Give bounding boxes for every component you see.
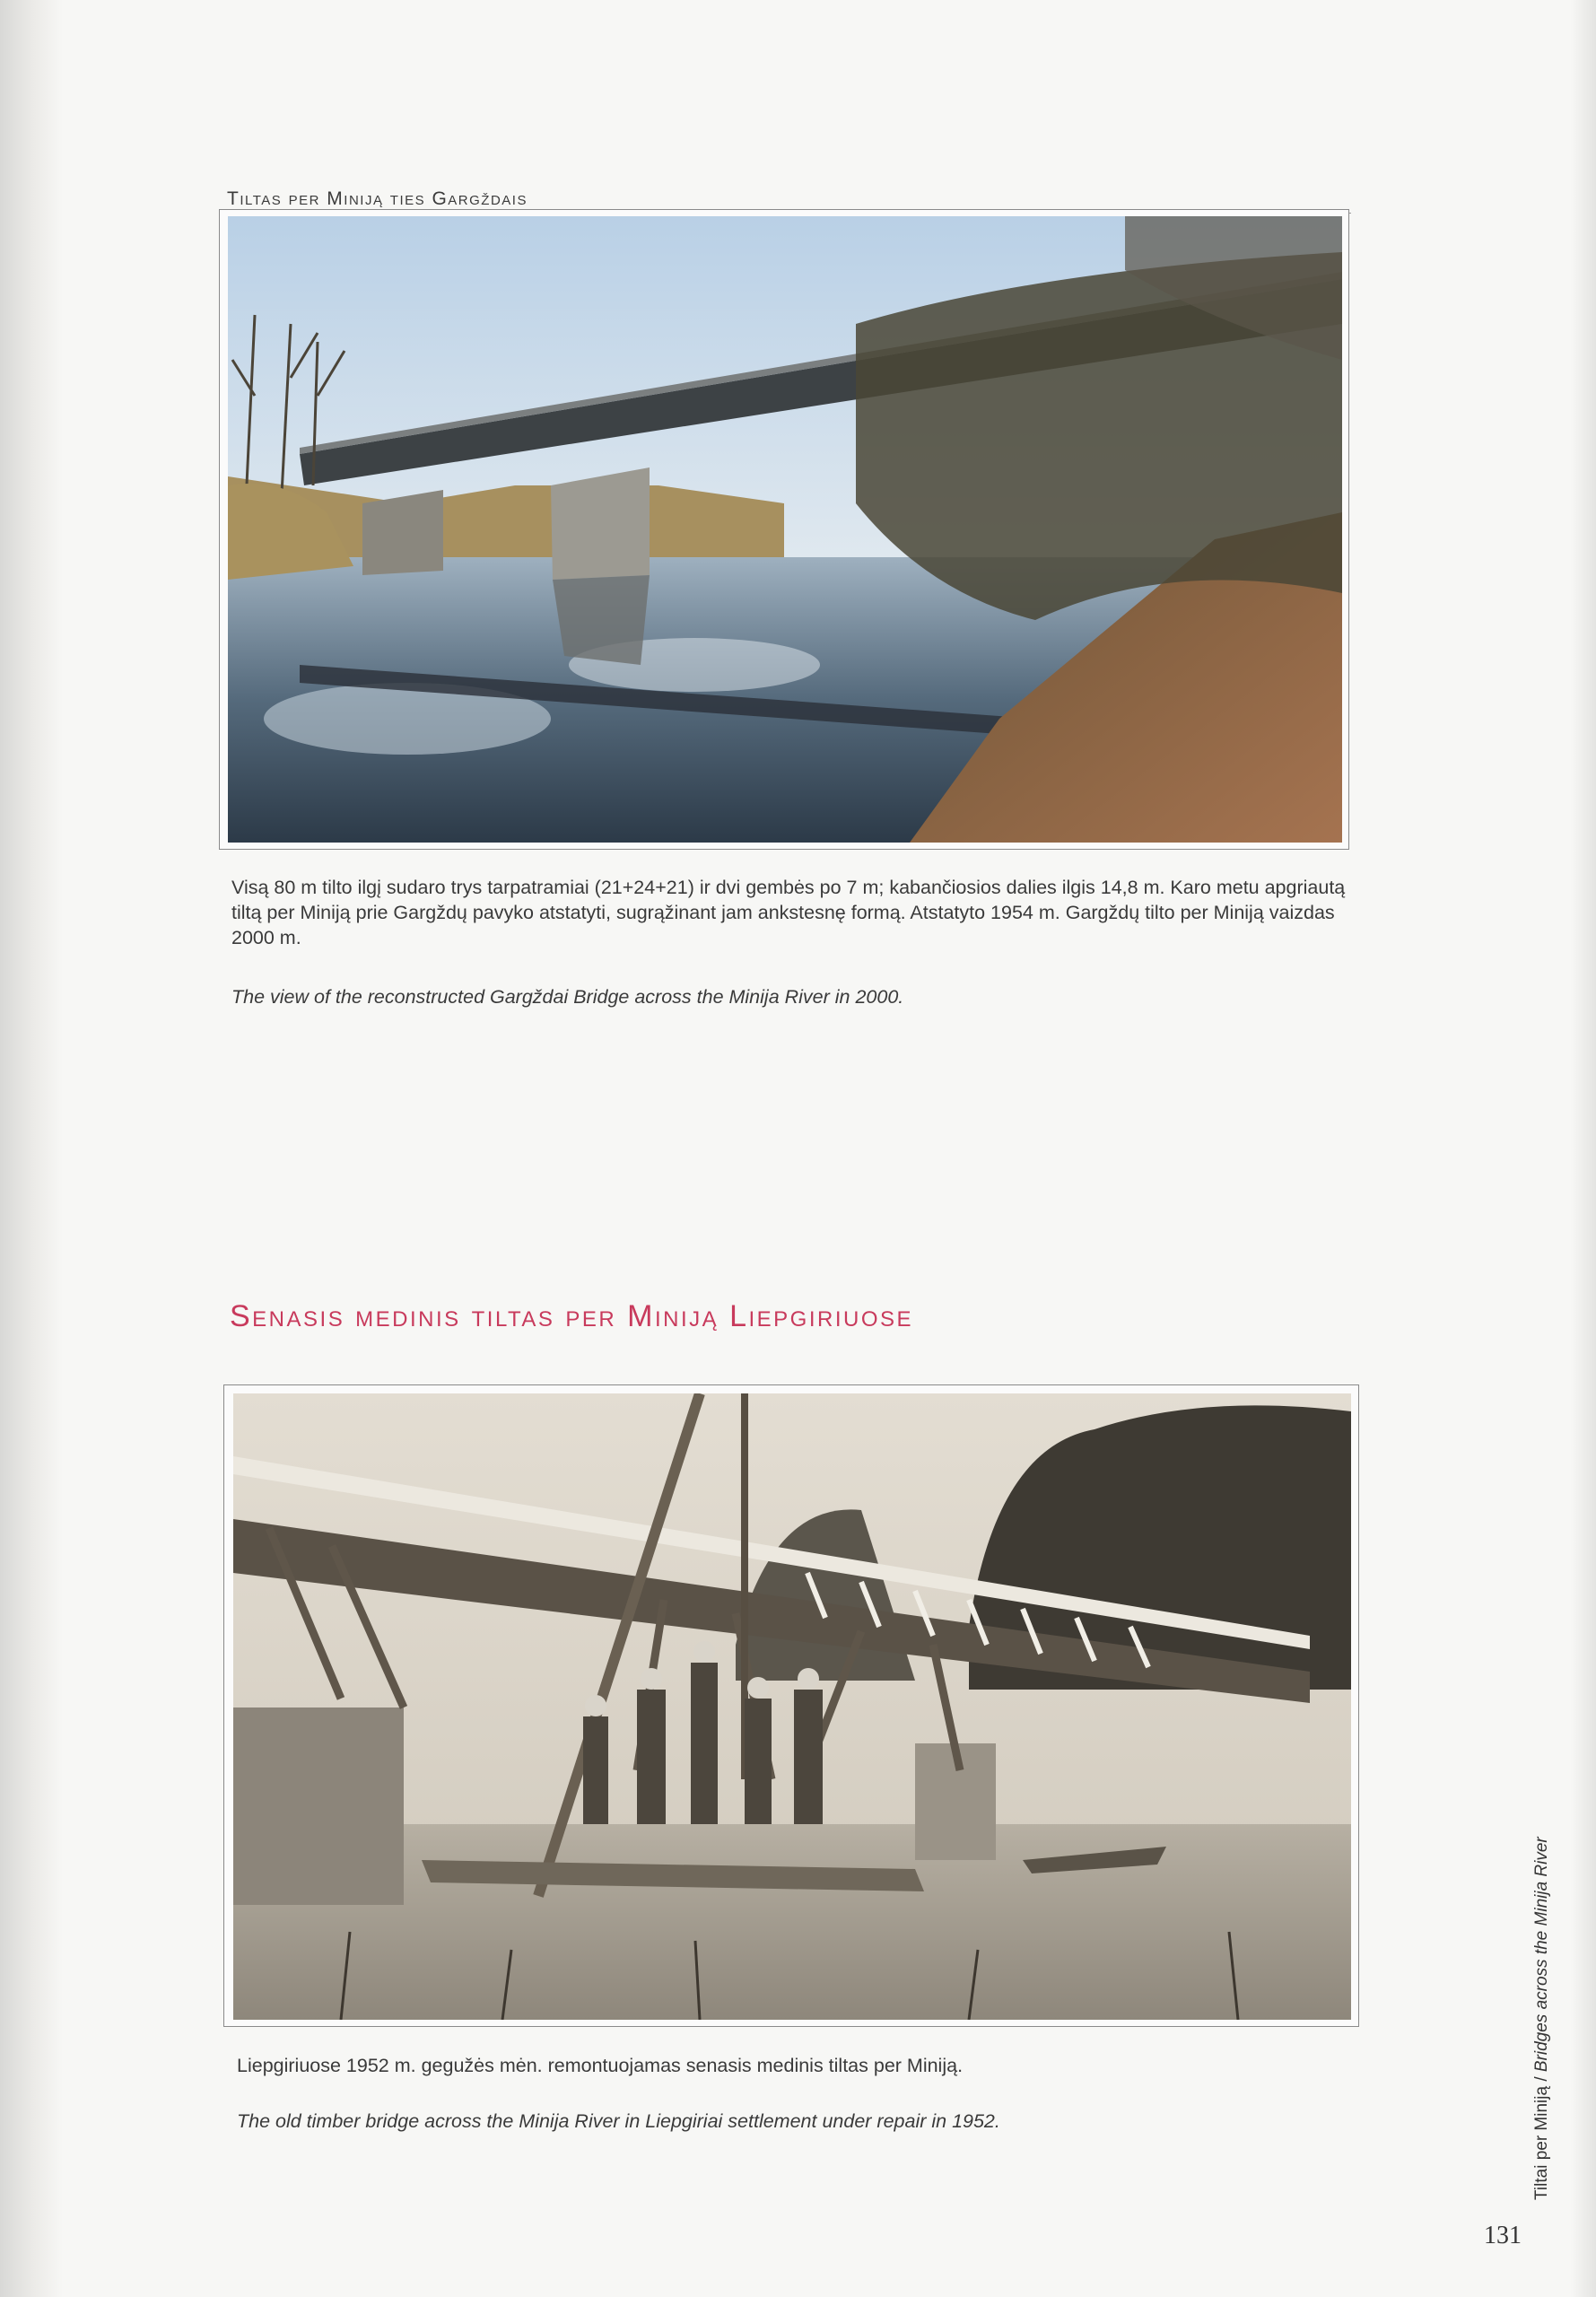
photo1-caption-lt: Visą 80 m tilto ilgį sudaro trys tarpatramiai (21+24+21) ir dvi gembės po 7 m; kabančiosios dalies ilgis 14,8 m. Karo metu apgriautą tiltą per Miniją prie Gargždų pavyko atstatyti, sugrąžinant jam ankstesnę formą. Atstatyto 1954 m. Gargždų tilto per Miniją vaizdas 2000 m.	[231, 877, 1346, 948]
photo2-caption-en: The old timber bridge across the Minija River in Liepgiriai settlement under repair in 1952.	[237, 2110, 1000, 2132]
page-number: 131	[1484, 2222, 1522, 2249]
section-title: Senasis medinis tiltas per Miniją Liepgiriuose	[230, 1299, 914, 1333]
photo2-caption-lt: Liepgiriuose 1952 m. gegužės mėn. remontuojamas senasis medinis tiltas per Miniją.	[237, 2055, 964, 2076]
binding-gutter-shadow	[0, 0, 63, 2297]
photo-liepgiriai-bridge	[233, 1393, 1351, 2020]
page-edge-shadow	[1571, 0, 1596, 2297]
side-label-lt: Tiltai per Miniją /	[1532, 2072, 1551, 2200]
side-running-title	[1532, 1837, 1552, 2200]
photo-gargzdai-bridge	[228, 216, 1342, 843]
side-label-en: Bridges across the Minija River	[1532, 1837, 1551, 2073]
running-header: Tiltas per Miniją ties Gargždais	[227, 188, 528, 209]
photo1-caption-en: The view of the reconstructed Gargždai Bridge across the Minija River in 2000.	[231, 986, 904, 1008]
